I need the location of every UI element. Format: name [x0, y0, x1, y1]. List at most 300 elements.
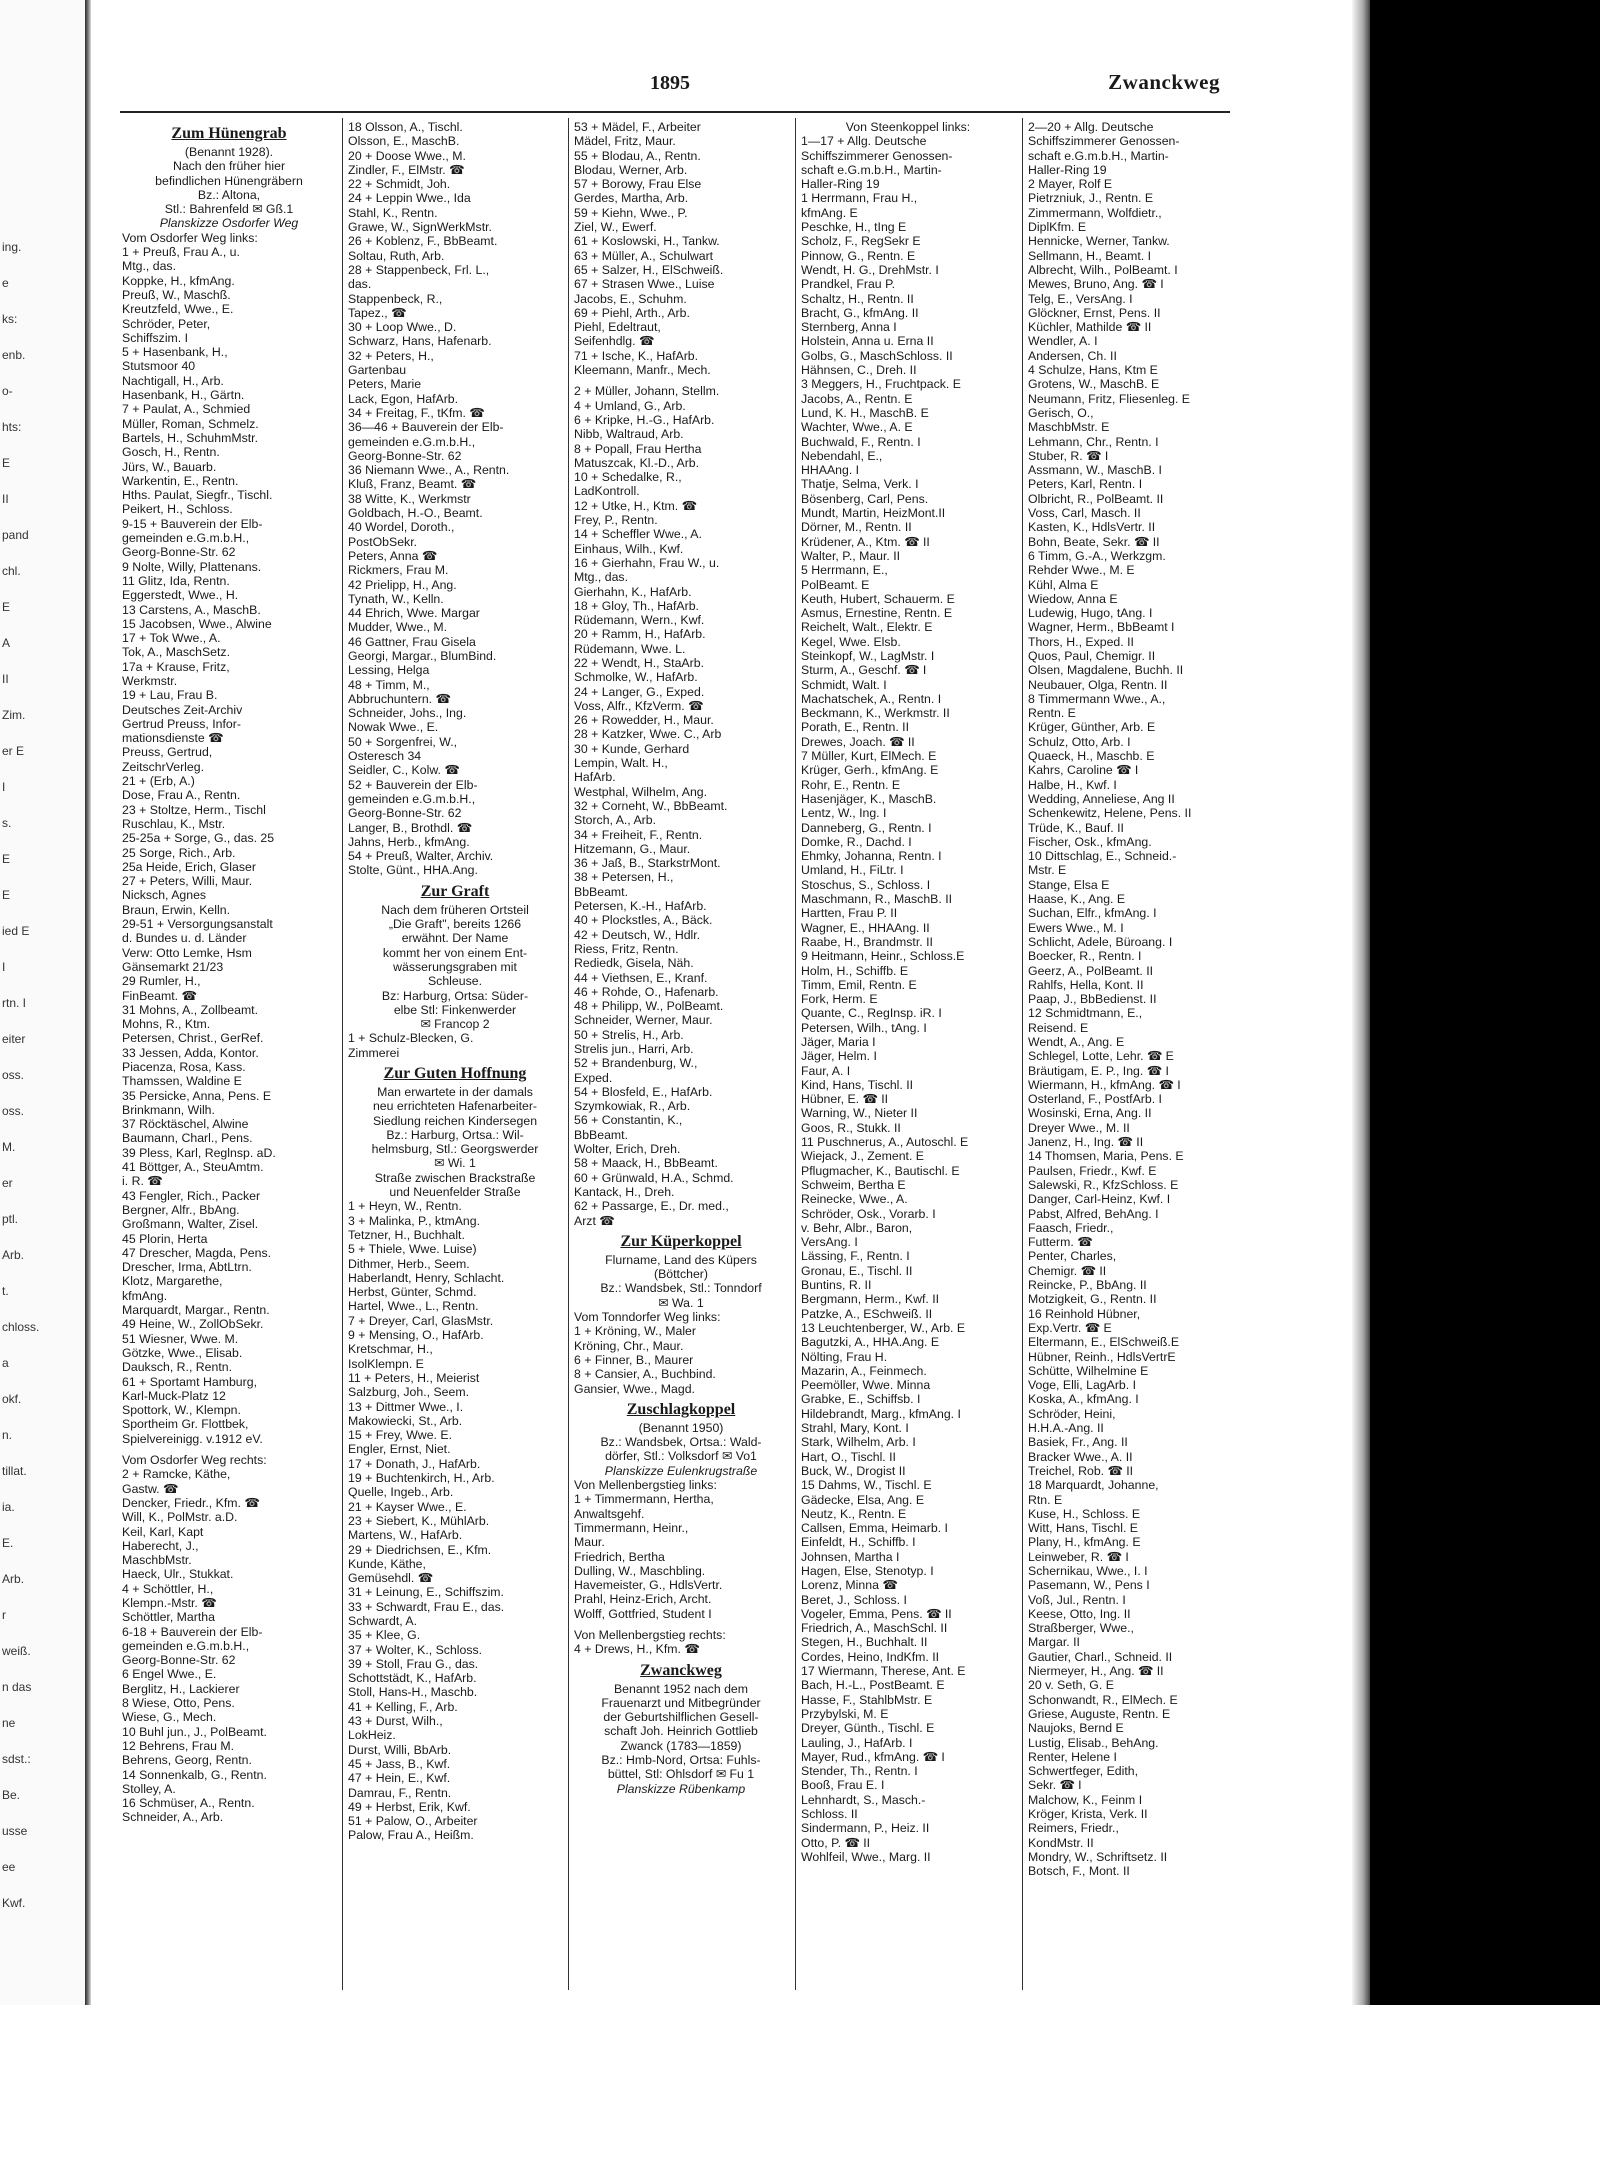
- directory-entry: Holm, H., Schiffb. E: [801, 963, 909, 978]
- directory-entry: 41 + Kelling, F., Arb.: [348, 1699, 458, 1714]
- directory-entry: 6-18 + Bauverein der Elb-: [122, 1624, 263, 1639]
- directory-entry: Schlegel, Lotte, Lehr. ☎ E: [1028, 1049, 1174, 1064]
- directory-entry: Reichelt, Walt., Elektr. E: [801, 620, 933, 635]
- directory-entry: 17 Wiermann, Therese, Ant. E: [801, 1664, 966, 1679]
- directory-entry: dörfer, Stl.: Volksdorf ✉ Vo1: [605, 1449, 757, 1464]
- directory-entry: Lauling, J., HafArb. I: [801, 1735, 913, 1750]
- directory-entry: Salewski, R., KfzSchloss. E: [1028, 1177, 1179, 1192]
- previous-page-fragment: ee: [2, 1860, 16, 1874]
- directory-entry: FinBeamt. ☎: [122, 988, 197, 1003]
- directory-entry: Dörner, M., Rentn. II: [801, 520, 912, 535]
- directory-entry: 16 + Gierhahn, Frau W., u.: [574, 555, 720, 570]
- directory-entry: 40 + Plockstles, A., Bäck.: [574, 913, 713, 928]
- directory-entry: Haberecht, J.,: [122, 1538, 199, 1553]
- directory-entry: Hasse, F., StahlbMstr. E: [801, 1692, 933, 1707]
- directory-entry: Spottork, W., Klempn.: [122, 1403, 241, 1418]
- directory-entry: Makowiecki, St., Arb.: [348, 1413, 463, 1428]
- directory-entry: Nibb, Waltraud, Arb.: [574, 427, 684, 442]
- directory-entry: Gansier, Wwe., Magd.: [574, 1381, 695, 1396]
- column-divider: [795, 118, 796, 1990]
- directory-entry: 51 Wiesner, Wwe. M.: [122, 1331, 239, 1346]
- directory-entry: 39 Pless, Karl, Reglnsp. aD.: [122, 1145, 276, 1160]
- directory-entry: Koska, A., kfmAng. I: [1028, 1392, 1139, 1407]
- directory-entry: Timm, Emil, Rentn. E: [801, 977, 917, 992]
- directory-entry: Fischer, Osk., kfmAng.: [1028, 834, 1152, 849]
- directory-entry: 23 + Siebert, K., MühlArb.: [348, 1513, 490, 1528]
- directory-entry: 24 + Leppin Wwe., Ida: [348, 191, 471, 206]
- directory-entry: Bz.: Hmb-Nord, Ortsa: Fuhls-: [601, 1753, 761, 1768]
- spacer: [122, 1446, 336, 1453]
- previous-page-fragment: t.: [2, 1284, 9, 1298]
- directory-entry: Deutsches Zeit-Archiv: [122, 702, 243, 717]
- directory-entry: Zimmermann, Wolfdietr.,: [1028, 205, 1162, 220]
- previous-page-fragment: weiß.: [2, 1644, 31, 1658]
- directory-entry: Vom Osdorfer Weg links:: [122, 230, 258, 245]
- directory-entry: Klempn.-Mstr. ☎: [122, 1595, 217, 1610]
- directory-entry: Porath, E., Rentn. II: [801, 720, 909, 735]
- directory-entry: 8 Wiese, Otto, Pens.: [122, 1696, 235, 1711]
- directory-entry: kfmAng.: [122, 1288, 168, 1303]
- directory-entry: 33 Jessen, Adda, Kontor.: [122, 1045, 259, 1060]
- directory-entry: 5 + Thiele, Wwe. Luise): [348, 1242, 477, 1257]
- directory-entry: mationsdienste ☎: [122, 731, 224, 746]
- previous-page-fragment: Arb.: [2, 1248, 25, 1262]
- directory-entry: Piacenza, Rosa, Kass.: [122, 1060, 246, 1074]
- directory-entry: Quaeck, H., Maschb. E: [1028, 749, 1155, 764]
- directory-entry: Buchwald, F., Rentn. I: [801, 434, 921, 449]
- directory-entry: Tok, A., MaschSetz.: [122, 645, 230, 660]
- directory-entry: Schröder, Osk., Vorarb. I: [801, 1206, 936, 1221]
- directory-entry: 3 Meggers, H., Fruchtpack. E: [801, 377, 961, 392]
- previous-page-fragment: ptl.: [2, 1212, 19, 1226]
- previous-page-fragment: s.: [2, 816, 12, 830]
- directory-entry: Krüger, Gerh., kfmAng. E: [801, 763, 939, 778]
- directory-entry: Bohn, Beate, Sekr. ☎ II: [1028, 534, 1160, 549]
- directory-entry: 69 + Piehl, Arth., Arb.: [574, 305, 690, 320]
- directory-entry: Stoll, Hans-H., Maschb.: [348, 1685, 478, 1700]
- directory-entry: Przybylski, M. E: [801, 1706, 889, 1721]
- directory-entry: Durst, Willi, BbArb.: [348, 1742, 452, 1757]
- directory-entry: Mondry, W., Schriftsetz. II: [1028, 1849, 1168, 1864]
- directory-entry: Raabe, H., Brandmstr. II: [801, 934, 933, 949]
- directory-entry: Olsson, E., MaschB.: [348, 134, 460, 149]
- directory-entry: Rohr, E., Rentn. E: [801, 777, 901, 792]
- directory-entry: 1 + Preuß, Frau A., u.: [122, 245, 240, 260]
- directory-entry: Anwaltsgehf.: [574, 1506, 645, 1521]
- directory-entry: Schiffszimmerer Genossen-: [801, 148, 953, 163]
- directory-entry: 52 + Bauverein der Elb-: [348, 777, 478, 792]
- directory-entry: Bösenberg, Carl, Pens.: [801, 491, 929, 506]
- directory-entry: Mädel, Fritz, Maur.: [574, 134, 676, 149]
- directory-entry: Schöttler, Martha: [122, 1610, 215, 1625]
- directory-entry: Haller-Ring 19: [1028, 162, 1107, 177]
- directory-entry: wässerungsgraben mit: [393, 959, 517, 974]
- directory-entry: Bz.: Harburg, Ortsa.: Wil-: [386, 1127, 524, 1142]
- directory-entry: Gertrud Preuss, Infor-: [122, 716, 241, 731]
- directory-entry: Golbs, G., MaschSchloss. II: [801, 348, 953, 363]
- directory-entry: Rehder Wwe., M. E: [1028, 563, 1135, 578]
- directory-entry: Hart, O., Tischl. II: [801, 1449, 896, 1464]
- directory-entry: elbe Stl: Finkenwerder: [393, 1002, 517, 1017]
- column-1: [122, 120, 336, 2000]
- directory-entry: 29 + Diedrichsen, E., Kfm.: [348, 1542, 492, 1557]
- directory-entry: Thatje, Selma, Verk. I: [801, 477, 919, 492]
- directory-entry: Nach den früher hier: [172, 159, 286, 174]
- directory-entry: PolBeamt. E: [801, 577, 870, 592]
- directory-entry: Gädecke, Elsa, Ang. E: [801, 1492, 925, 1507]
- directory-entry: Schweim, Bertha E: [801, 1177, 906, 1192]
- directory-entry: Dulling, W., Maschbling.: [574, 1563, 706, 1578]
- directory-entry: Witt, Hans, Tischl. E: [1028, 1521, 1139, 1536]
- directory-entry: Kluß, Franz, Beamt. ☎: [348, 477, 477, 492]
- directory-entry: Petersen, Christ., GerRef.: [122, 1031, 264, 1046]
- directory-entry: 7 + Paulat, A., Schmied: [122, 402, 251, 417]
- directory-entry: Wolter, Erich, Dreh.: [574, 1142, 681, 1157]
- directory-entry: 16 Schmüser, A., Rentn.: [122, 1796, 255, 1811]
- directory-entry: 30 + Kunde, Gerhard: [574, 741, 690, 756]
- previous-page-fragment: eiter: [2, 1032, 26, 1046]
- directory-entry: Dithmer, Herb., Seem.: [348, 1256, 470, 1271]
- directory-entry: Verw: Otto Lemke, Hsm: [122, 945, 252, 960]
- directory-entry: 14 Sonnenkalb, G., Rentn.: [122, 1767, 267, 1782]
- directory-entry: H.H.A.-Ang. II: [1028, 1421, 1104, 1436]
- directory-entry: HHAAng. I: [801, 463, 860, 478]
- directory-entry: 18 Olsson, A., Tischl.: [348, 120, 463, 134]
- directory-entry: Braun, Erwin, Kelln.: [122, 902, 230, 917]
- directory-entry: 61 + Sportamt Hamburg,: [122, 1374, 257, 1389]
- directory-entry: Rediedk, Gisela, Näh.: [574, 956, 694, 971]
- directory-entry: 13 + Dittmer Wwe., I.: [348, 1399, 464, 1414]
- directory-entry: Warkentin, E., Rentn.: [122, 473, 239, 488]
- directory-entry: Schernikau, Wwe., I. I: [1028, 1563, 1148, 1578]
- directory-entry: Griese, Auguste, Rentn. E: [1028, 1706, 1171, 1721]
- directory-entry: Lustig, Elisab., BehAng.: [1028, 1735, 1159, 1750]
- directory-entry: Schonwandt, R., ElMech. E: [1028, 1692, 1178, 1707]
- directory-entry: IsolKlempn. E: [348, 1356, 424, 1371]
- directory-entry: Pasemann, W., Pens I: [1028, 1578, 1150, 1593]
- directory-entry: 5 Herrmann, E.,: [801, 563, 888, 578]
- directory-entry: Schröder, Peter,: [122, 316, 211, 331]
- directory-entry: Westphal, Wilhelm, Ang.: [574, 784, 708, 799]
- directory-entry: Martens, W., HafArb.: [348, 1528, 463, 1543]
- previous-page-fragment: o-: [2, 384, 13, 398]
- directory-entry: neu errichteten Hafenarbeiter-: [372, 1099, 538, 1114]
- directory-entry: 31 Mohns, A., Zollbeamt.: [122, 1002, 259, 1017]
- directory-entry: Wosinski, Erna, Ang. II: [1028, 1106, 1152, 1121]
- directory-entry: Neumann, Fritz, Fliesenleg. E: [1028, 391, 1190, 406]
- street-heading: Zur Küperkoppel: [620, 1232, 742, 1250]
- directory-entry: 6 + Kripke, H.-G., HafArb.: [574, 412, 715, 427]
- directory-entry: Wendler, A. I: [1028, 334, 1098, 349]
- directory-entry: Jacobs, A., Rentn. E: [801, 391, 913, 406]
- directory-entry: 38 Witte, K., Werkmstr: [348, 491, 471, 506]
- directory-entry: Goldbach, H.-O., Beamt.: [348, 506, 483, 521]
- directory-entry: 1 + Heyn, W., Rentn.: [348, 1199, 462, 1214]
- directory-entry: Von Steenkoppel links:: [845, 120, 971, 134]
- directory-entry: 10 Dittschlag, E., Schneid.-: [1028, 849, 1177, 864]
- directory-entry: Nölting, Frau H.: [801, 1349, 888, 1364]
- directory-entry: Will, K., PolMstr. a.D.: [122, 1510, 238, 1525]
- directory-entry: Haase, K., Ang. E: [1028, 892, 1126, 907]
- directory-entry: Margar. II: [1028, 1635, 1080, 1650]
- directory-entry: Renter, Helene I: [1028, 1749, 1117, 1764]
- directory-entry: Stolte, Günt., HHA.Ang.: [348, 863, 478, 878]
- directory-entry: Stutsmoor 40: [122, 359, 196, 374]
- directory-entry: 48 + Timm, M.,: [348, 677, 430, 692]
- directory-entry: 9-15 + Bauverein der Elb-: [122, 516, 263, 531]
- directory-entry: Hildebrandt, Marg., kfmAng. I: [801, 1406, 961, 1421]
- previous-page-fragment: chloss.: [2, 1320, 40, 1334]
- directory-entry: Wendt, H. G., DrehMstr. I: [801, 262, 939, 277]
- directory-entry: gemeinden e.G.m.b.H.,: [348, 434, 476, 449]
- directory-entry: Einhaus, Wilh., Kwf.: [574, 541, 684, 556]
- column-divider: [342, 118, 343, 1990]
- directory-entry: Tapez., ☎: [348, 305, 407, 320]
- directory-entry: Stolley, A.: [122, 1781, 176, 1796]
- directory-entry: Abbruchuntern. ☎: [348, 691, 451, 706]
- directory-entry: Piehl, Edeltraut,: [574, 320, 661, 335]
- directory-entry: Wachter, Wwe., A. E: [801, 420, 913, 435]
- directory-entry: Hartten, Frau P. II: [801, 906, 898, 921]
- directory-entry: Wagner, Herm., BbBeamt I: [1028, 620, 1175, 635]
- directory-entry: Zwanck (1783—1859): [620, 1738, 742, 1753]
- directory-entry: Baumann, Charl., Pens.: [122, 1131, 253, 1146]
- directory-entry: Futterm. ☎: [1028, 1235, 1093, 1250]
- directory-entry: 51 + Palow, O., Arbeiter: [348, 1814, 478, 1829]
- directory-entry: gemeinden e.G.m.b.H.,: [122, 1638, 250, 1653]
- directory-entry: 19 + Lau, Frau B.: [122, 688, 218, 703]
- directory-entry: Stender, Th., Rentn. I: [801, 1764, 918, 1779]
- directory-entry: Neutz, K., Rentn. E: [801, 1506, 907, 1521]
- directory-entry: Timmermann, Heinr.,: [574, 1520, 689, 1535]
- directory-entry: 37 + Wolter, K., Schloss.: [348, 1642, 483, 1657]
- directory-entry: Kleemann, Manfr., Mech.: [574, 363, 711, 378]
- directory-entry: Dencker, Friedr., Kfm. ☎: [122, 1495, 260, 1510]
- directory-entry: 29 Rumler, H.,: [122, 974, 201, 989]
- directory-entry: Brinkmann, Wilh.: [122, 1102, 215, 1117]
- directory-entry: DiplKfm. E: [1028, 220, 1087, 235]
- directory-entry: Vom Osdorfer Weg rechts:: [122, 1453, 267, 1468]
- directory-entry: Naujoks, Bernd E: [1028, 1721, 1124, 1736]
- directory-entry: 53 + Mädel, F., Arbeiter: [574, 120, 701, 134]
- directory-entry: Mstr. E: [1028, 863, 1067, 878]
- directory-entry: Hasenjäger, K., MaschB.: [801, 791, 937, 806]
- directory-entry: 21 + Kayser Wwe., E.: [348, 1499, 467, 1514]
- directory-entry: Grabke, E., Schiffsb. I: [801, 1392, 921, 1407]
- directory-entry: Kunde, Käthe,: [348, 1556, 426, 1571]
- directory-entry: Assmann, W., MaschB. I: [1028, 463, 1162, 478]
- directory-entry: i. R. ☎: [122, 1174, 163, 1189]
- previous-page-fragment: ing.: [2, 240, 22, 254]
- directory-entry: Schleuse.: [427, 974, 482, 989]
- directory-entry: LadKontroll.: [574, 484, 640, 499]
- directory-entry: Halbe, H., Kwf. I: [1028, 777, 1117, 792]
- directory-entry: Danger, Carl-Heinz, Kwf. I: [1028, 1192, 1171, 1207]
- directory-entry: Bräutigam, E. P., Ing. ☎ I: [1028, 1063, 1169, 1078]
- directory-entry: Leinweber, R. ☎ I: [1028, 1549, 1129, 1564]
- directory-entry: Rtn. E: [1028, 1492, 1063, 1507]
- directory-entry: Domke, R., Dachd. I: [801, 834, 912, 849]
- previous-page-fragment: I: [2, 780, 6, 794]
- previous-page-fragment: ks:: [2, 312, 18, 326]
- directory-entry: 11 + Peters, H., Meierist: [348, 1370, 480, 1385]
- directory-entry: Osterland, F., PostfArb. I: [1028, 1092, 1162, 1107]
- directory-entry: Mtg., das.: [574, 570, 628, 585]
- directory-entry: Basiek, Fr., Ang. II: [1028, 1435, 1128, 1450]
- directory-entry: 46 + Rohde, O., Hafenarb.: [574, 984, 719, 999]
- directory-entry: Lempin, Walt. H.,: [574, 756, 668, 771]
- directory-entry: 27 + Peters, Willi, Maur.: [122, 874, 253, 889]
- directory-entry: 60 + Grünwald, H.A., Schmd.: [574, 1170, 734, 1185]
- directory-entry: 45 + Jass, B., Kwf.: [348, 1756, 451, 1771]
- directory-entry: Reincke, P., BbAng. II: [1028, 1278, 1147, 1293]
- directory-entry: Mewes, Bruno, Ang. ☎ I: [1028, 277, 1164, 292]
- directory-entry: Keese, Otto, Ing. II: [1028, 1606, 1131, 1621]
- directory-entry: Man erwartete in der damals: [377, 1085, 533, 1099]
- directory-entry: 9 + Mensing, O., HafArb.: [348, 1328, 484, 1343]
- previous-page-fragment: a: [2, 1356, 9, 1370]
- directory-entry: Wiedow, Anna E: [1028, 591, 1118, 606]
- directory-entry: Bz.: Wandsbek, Ortsa.: Wald-: [600, 1435, 762, 1450]
- directory-entry: Schlicht, Adele, Büroang. I: [1028, 934, 1173, 949]
- directory-entry: Schneider, Johs., Ing.: [348, 706, 467, 721]
- directory-entry: 32 + Peters, H.,: [348, 348, 434, 363]
- directory-entry: Sindermann, P., Heiz. II: [801, 1821, 930, 1836]
- directory-entry: 6 Engel Wwe., E.: [122, 1667, 217, 1682]
- directory-entry: Ziel, W., Ewerf.: [574, 220, 657, 235]
- directory-entry: ✉ Wa. 1: [658, 1295, 704, 1310]
- directory-entry: Ludewig, Hugo, tAng. I: [1028, 606, 1153, 621]
- page-right-edge: [1352, 0, 1370, 2005]
- directory-entry: 2 + Ramcke, Käthe,: [122, 1467, 231, 1482]
- directory-entry: Küchler, Mathilde ☎ II: [1028, 320, 1152, 335]
- directory-entry: Kegel, Wwe. Elsb.: [801, 634, 901, 649]
- directory-entry: Bartels, H., SchuhmMstr.: [122, 430, 258, 445]
- directory-entry: 13 Leuchtenberger, W., Arb. E: [801, 1320, 966, 1335]
- directory-entry: Planskizze Osdorfer Weg: [159, 216, 299, 231]
- directory-entry: Trüde, K., Bauf. II: [1028, 820, 1124, 835]
- directory-entry: Vogeler, Emma, Pens. ☎ II: [801, 1606, 952, 1621]
- directory-entry: 10 + Schedalke, R.,: [574, 470, 682, 485]
- directory-entry: 52 + Brandenburg, W.,: [574, 1056, 698, 1071]
- directory-entry: Friedrich, A., MaschSchl. II: [801, 1621, 948, 1636]
- directory-entry: Hübner, Reinh., HdlsVertrE: [1028, 1349, 1176, 1364]
- previous-page-fragment: e: [2, 276, 9, 290]
- directory-entry: 56 + Constantin, K.,: [574, 1113, 683, 1128]
- directory-entry: Kröger, Krista, Verk. II: [1028, 1807, 1148, 1822]
- directory-entry: Koppke, H., kfmAng.: [122, 273, 235, 288]
- directory-entry: Quelle, Ingeb., Arb.: [348, 1485, 454, 1500]
- directory-entry: Petersen, K.-H., HafArb.: [574, 899, 707, 914]
- directory-entry: 9 Nolte, Willy, Plattenans.: [122, 559, 262, 574]
- directory-entry: 44 + Viethsen, E., Kranf.: [574, 970, 708, 985]
- directory-entry: 62 + Passarge, E., Dr. med.,: [574, 1199, 729, 1214]
- directory-entry: Petersen, Wilh., tAng. I: [801, 1020, 927, 1035]
- directory-entry: 4 + Umland, G., Arb.: [574, 398, 686, 413]
- previous-page-fragment: II: [2, 672, 9, 686]
- directory-entry: Olbricht, R., PolBeamt. II: [1028, 491, 1164, 506]
- directory-entry: 49 Heine, W., ZollObSekr.: [122, 1317, 264, 1332]
- directory-entry: Dauksch, R., Rentn.: [122, 1360, 233, 1375]
- directory-entry: 45 Plorin, Herta: [122, 1231, 208, 1246]
- directory-entry: PostObSekr.: [348, 534, 418, 549]
- directory-entry: Mohns, R., Ktm.: [122, 1017, 211, 1032]
- directory-entry: 20 + Doose Wwe., M.: [348, 148, 466, 163]
- directory-entry: schaft Joh. Heinrich Gottlieb: [604, 1724, 758, 1739]
- previous-page-fragment: pand: [2, 528, 29, 542]
- previous-page-fragment: chl.: [2, 564, 21, 578]
- directory-entry: 36—46 + Bauverein der Elb-: [348, 420, 504, 435]
- directory-entry: Dreyer Wwe., M. II: [1028, 1120, 1130, 1135]
- directory-entry: Exped.: [574, 1070, 613, 1085]
- directory-entry: Strahl, Mary, Kont. I: [801, 1421, 909, 1436]
- directory-entry: Mayer, Rud., kfmAng. ☎ I: [801, 1749, 945, 1764]
- directory-entry: Schmidt, Walt. I: [801, 677, 887, 692]
- directory-entry: Glöckner, Ernst, Pens. II: [1028, 305, 1161, 320]
- directory-entry: Beret, J., Schloss. I: [801, 1592, 907, 1607]
- directory-entry: Gierhahn, K., HafArb.: [574, 584, 692, 599]
- directory-entry: Voß, Jul., Rentn. I: [1028, 1592, 1126, 1607]
- directory-entry: 22 + Schmidt, Joh.: [348, 177, 451, 192]
- directory-entry: v. Behr, Albr., Baron,: [801, 1220, 913, 1235]
- directory-entry: Kantack, H., Dreh.: [574, 1184, 675, 1199]
- directory-entry: 49 + Herbst, Erik, Kwf.: [348, 1799, 471, 1814]
- directory-entry: Schottstädt, K., HafArb.: [348, 1671, 477, 1686]
- directory-entry: Storch, A., Arb.: [574, 813, 657, 828]
- directory-entry: Johnsen, Martha I: [801, 1549, 900, 1564]
- directory-entry: Maur.: [574, 1535, 605, 1550]
- directory-entry: Nebendahl, E.,: [801, 448, 883, 463]
- previous-page-fragment: E: [2, 888, 11, 902]
- directory-entry: 1 + Schulz-Blecken, G.: [348, 1031, 474, 1046]
- directory-entry: 6 Timm, G.-A., Werkzgm.: [1028, 548, 1166, 563]
- directory-entry: Drewes, Joach. ☎ II: [801, 734, 915, 749]
- directory-entry: Georgi, Margar., BlumBind.: [348, 648, 497, 663]
- directory-entry: gemeinden e.G.m.b.H.,: [348, 791, 476, 806]
- directory-entry: ✉ Wi. 1: [434, 1156, 476, 1171]
- directory-entry: Stappenbeck, R.,: [348, 291, 443, 306]
- directory-entry: 33 + Schwardt, Frau E., das.: [348, 1599, 505, 1614]
- directory-entry: Bagutzki, A., HHA.Ang. E: [801, 1335, 940, 1350]
- directory-entry: Frauenarzt und Mitbegründer: [601, 1695, 761, 1710]
- previous-page-fragment: er: [2, 1176, 13, 1190]
- directory-entry: 25 Sorge, Rich., Arb.: [122, 845, 236, 860]
- directory-entry: Goos, R., Stukk. II: [801, 1120, 901, 1135]
- directory-entry: Wiese, G., Mech.: [122, 1710, 217, 1725]
- spacer: [574, 377, 788, 384]
- directory-entry: Schmolke, W., HafArb.: [574, 670, 698, 685]
- directory-entry: kommt her von einem Ent-: [382, 945, 528, 960]
- directory-entry: Großmann, Walter, Zisel.: [122, 1217, 259, 1232]
- previous-page-fragment: Zim.: [2, 708, 26, 722]
- directory-entry: 48 + Philipp, W., PolBeamt.: [574, 999, 724, 1014]
- directory-entry: 42 Prielipp, H., Ang.: [348, 577, 457, 592]
- directory-entry: Kahrs, Caroline ☎ I: [1028, 763, 1139, 778]
- directory-entry: 71 + Ische, K., HafArb.: [574, 348, 699, 363]
- directory-entry: Kretschmar, H.,: [348, 1342, 433, 1357]
- directory-entry: 20 v. Seth, G. E: [1028, 1678, 1114, 1693]
- directory-entry: Steinkopf, W., LagMstr. I: [801, 648, 935, 663]
- directory-entry: Gautier, Charl., Schneid. II: [1028, 1649, 1173, 1664]
- directory-entry: Kröning, Chr., Maur.: [574, 1338, 684, 1353]
- page-number: 1895: [650, 72, 690, 94]
- directory-entry: Paulsen, Friedr., Kwf. E: [1028, 1163, 1157, 1178]
- directory-entry: 58 + Maack, H., BbBeamt.: [574, 1156, 718, 1171]
- directory-entry: Wolff, Gottfried, Student I: [574, 1606, 712, 1621]
- directory-entry: Benannt 1952 nach dem: [613, 1681, 748, 1696]
- directory-entry: ZeitschrVerleg.: [122, 759, 205, 774]
- directory-entry: ✉ Francop 2: [420, 1017, 490, 1032]
